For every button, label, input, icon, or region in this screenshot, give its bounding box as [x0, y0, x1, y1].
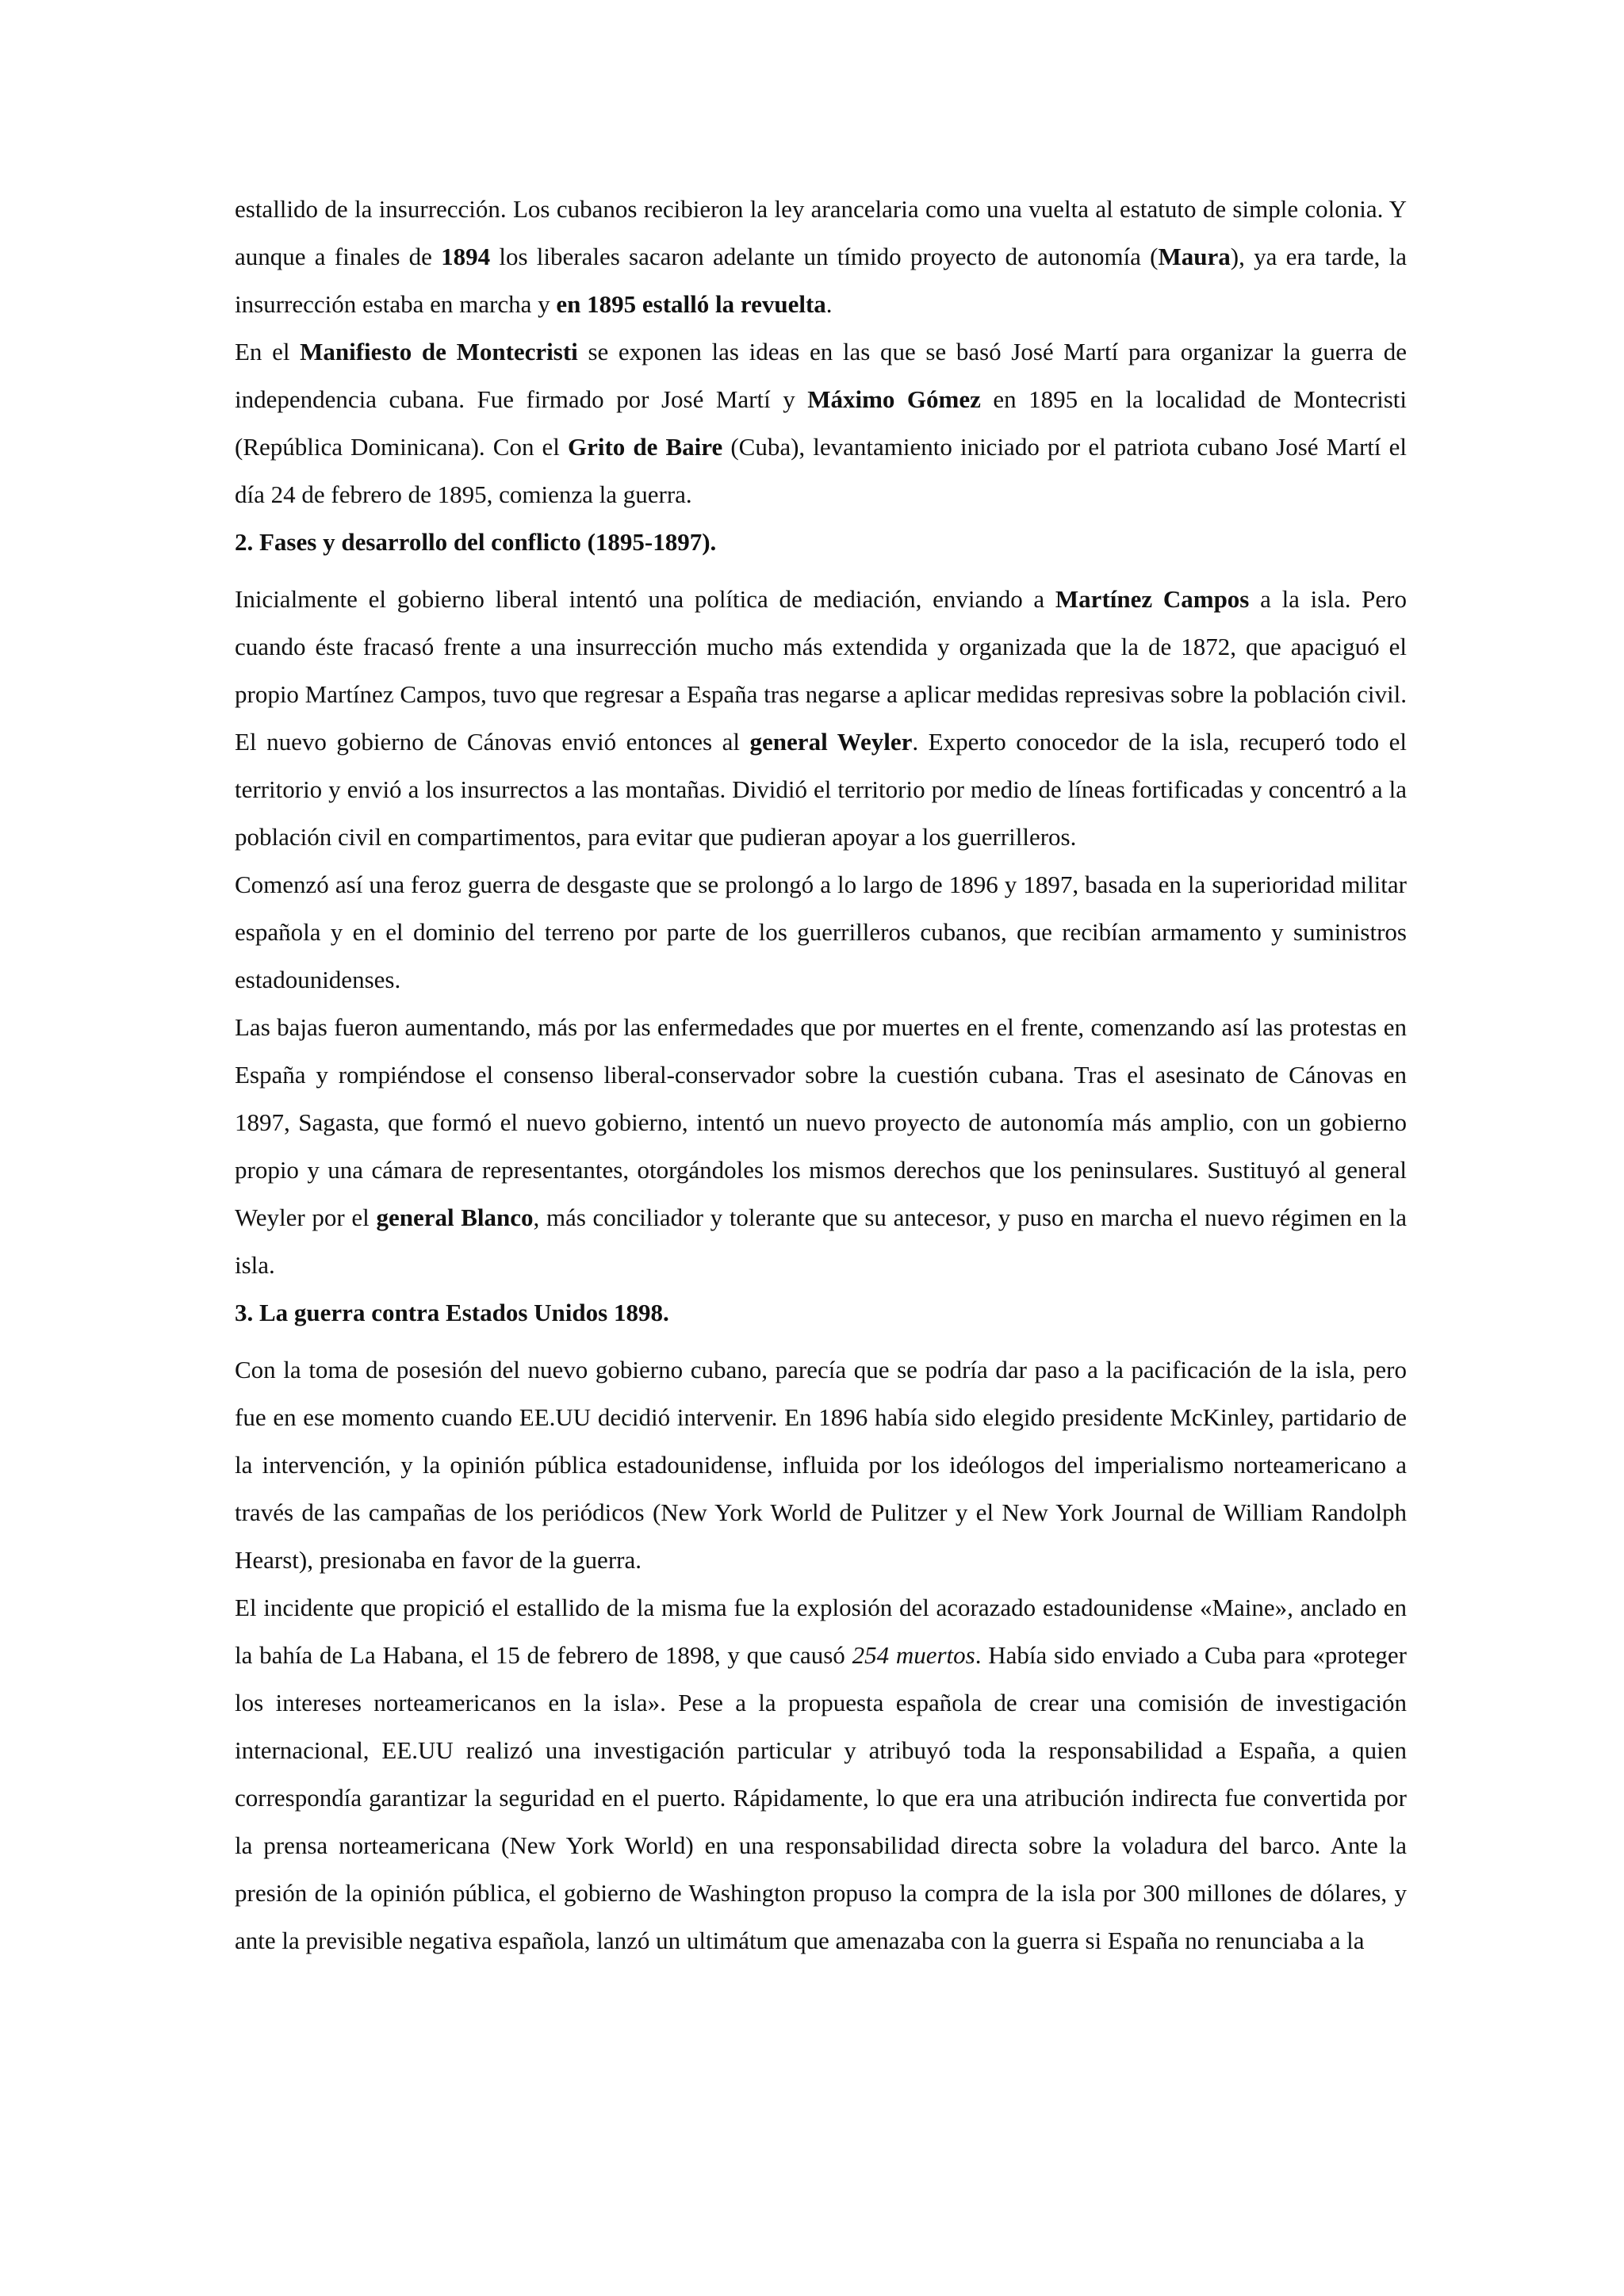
paragraph-text: . [825, 290, 833, 318]
bold-martinez-campos: Martínez Campos [1055, 585, 1250, 613]
bold-year-1894: 1894 [441, 243, 491, 270]
paragraph-guerra-desgaste: Comenzó así una feroz guerra de desgaste que se prolongó a lo largo de 1896 y 1897, basada en la superioridad militar española y en el dominio del terreno por parte de los guerrilleros cubanos, que recibían armamento y suministros estadounidenses. [235, 871, 1407, 993]
paragraph-text: Las bajas fueron aumentando, más por las enfermedades que por muertes en el frente, comenzando así las protestas en España y rompiéndose el consenso liberal-conservador sobre la cuestión cubana. Tras el asesinato de Cánovas en 1897, Sagasta, que formó el nuevo gobierno, intentó un nuevo proyecto de autonomía más amplio, con un gobierno propio y una cámara de representantes, otorgándoles los mismos derechos que los peninsulares. Sustituyó al general Weyler por el [235, 1013, 1407, 1231]
paragraph-bajas [235, 1004, 1407, 1289]
paragraph-intervencion: Con la toma de posesión del nuevo gobierno cubano, parecía que se podría dar paso a la pacificación de la isla, pero fue en ese momento cuando EE.UU decidió intervenir. En 1896 había sido elegido presidente McKinley, partidario de la intervención, y la opinión pública estadounidense, influida por los ideólogos del imperialismo norteamericano a través de las campañas de los periódicos (New York World de Pulitzer y el New York Journal de William Randolph Hearst), presionaba en favor de la guerra. [235, 1356, 1407, 1574]
paragraph-montecristi [235, 328, 1407, 519]
italic-comma: , [1287, 1594, 1293, 1621]
paragraph-text: Inicialmente el gobierno liberal intentó una política de mediación, enviando a [235, 585, 1055, 613]
paragraph-text: se exponen las ideas en las que se basó José Martí para organizar la guerra de independencia cubana. Fue firmado por José Martí y [235, 338, 1407, 413]
paragraph-weyler [235, 718, 1407, 861]
paragraph-text: anclado en la bahía de La Habana, el 15 de febrero de 1898, y que causó [235, 1594, 1407, 1669]
paragraph-text: (Cuba), levantamiento iniciado por el patriota cubano José Martí el día 24 de febrero de 1895, comienza la guerra. [235, 433, 1407, 508]
paragraph-martinez-campos [235, 576, 1407, 718]
bold-maura: Maura [1158, 243, 1231, 270]
paragraph-text: los liberales sacaron adelante un tímido proyecto de autonomía ( [490, 243, 1159, 270]
section-heading-fases: 2. Fases y desarrollo del conflicto (1895-1897). [235, 528, 717, 556]
bold-revuelta: en 1895 estalló la revuelta [556, 290, 826, 318]
bold-general-blanco: general Blanco [376, 1203, 534, 1231]
bold-general-weyler: general Weyler [749, 728, 913, 756]
paragraph-text: estallido de la insurrección. Los cubanos recibieron la ley arancelaria como una vuelta al estatuto de simple colonia. Y aunque a finales de [235, 195, 1407, 270]
paragraph-text: en 1895 en la localidad de Montecristi (República Dominicana). Con el [235, 385, 1408, 461]
paragraph-text: . Experto conocedor de la isla, recuperó todo el territorio y envió a los insurrectos a las montañas. Dividió el territorio por medio de líneas fortificadas y concentró a la población civil en compartimentos, para evitar que pudieran apoyar a los guerrilleros. [235, 728, 1407, 851]
paragraph-text: , más conciliador y tolerante que su antecesor, y puso en marcha el nuevo régimen en la isla. [235, 1203, 1407, 1279]
paragraph-text: . Había sido enviado a Cuba para «proteger los intereses norteamericanos en la isla». Pese a la propuesta española de crear una comisión de investigación internacional, EE.UU realizó una investigación particular y atribuyó toda la responsabilidad a España, a quien correspondía garantizar la seguridad en el puerto. Rápidamente, lo que era una atribución indirecta fue convertida por la prensa norteamericana (New York World) en una responsabilidad directa sobre la voladura del barco. Ante la presión de la opinión pública, el gobierno de Washington propuso la compra de la isla por 300 millones de dólares, y ante la previsible negativa española, lanzó un ultimátum que amenazaba con la guerra si España no renunciaba a la [235, 1641, 1407, 1954]
paragraph-text: El nuevo gobierno de Cánovas envió entonces al [235, 728, 750, 756]
paragraph-text: El incidente que propició el estallido de la misma fue la explosión del acorazado estadounidense «Maine» [235, 1594, 1288, 1621]
document-body [235, 186, 1407, 1965]
paragraph-text: En el [235, 338, 301, 365]
bold-maximo-gomez: Máximo Gómez [807, 385, 981, 413]
paragraph-maine [235, 1584, 1407, 1965]
section-heading-estados-unidos: 3. La guerra contra Estados Unidos 1898. [235, 1299, 669, 1326]
paragraph-insurrection [235, 186, 1407, 328]
italic-254-muertos: 254 muertos [852, 1641, 975, 1669]
bold-manifiesto: Manifiesto de Montecristi [300, 338, 578, 365]
paragraph-text: ), ya era tarde, la insurrección estaba en marcha y [235, 243, 1407, 318]
paragraph-text: a la isla. Pero cuando éste fracasó frente a una insurrección mucho más extendida y organizada que la de 1872, que apaciguó el propio Martínez Campos, tuvo que regresar a España tras negarse a aplicar medidas represivas sobre la población civil. [235, 585, 1407, 708]
bold-grito-de-baire: Grito de Baire [568, 433, 723, 461]
